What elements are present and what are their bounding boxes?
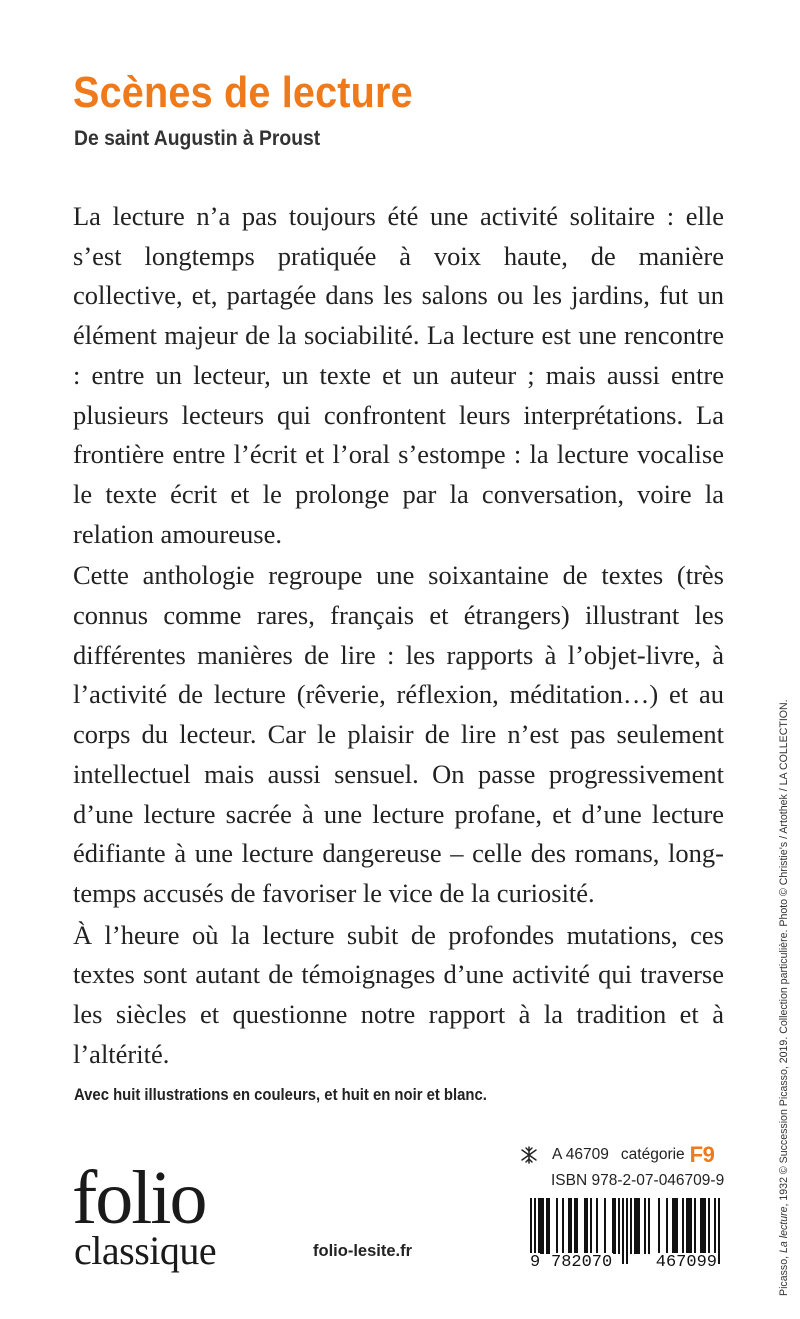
book-title: Scènes de lecture bbox=[73, 68, 413, 117]
credits-work-title: La lecture bbox=[778, 1206, 790, 1254]
logo-line-classique: classique bbox=[74, 1228, 217, 1273]
catalog-reference: A 46709 bbox=[552, 1146, 609, 1163]
barcode-bar bbox=[596, 1198, 598, 1254]
barcode-bar bbox=[634, 1198, 636, 1254]
book-subtitle: De saint Augustin à Proust bbox=[74, 127, 321, 150]
barcode-bar bbox=[568, 1198, 570, 1254]
barcode-bar bbox=[604, 1198, 606, 1254]
barcode-bar bbox=[586, 1198, 588, 1254]
gallimard-logo-icon bbox=[518, 1145, 540, 1165]
barcode-bar bbox=[612, 1198, 614, 1254]
barcode-bar bbox=[666, 1198, 668, 1254]
isbn-number: ISBN 978-2-07-046709-9 bbox=[551, 1172, 725, 1189]
barcode-bar bbox=[638, 1198, 640, 1254]
blurb-paragraph-3: À l’heure où la lecture subit de profondes mutations, ces textes sont autant de témoignages d’une activité qui traverse les siècles et questionne notre rapport à la tradition et à l’altérité. bbox=[73, 919, 724, 1069]
barcode-bar bbox=[546, 1198, 548, 1254]
barcode-digit-group-2: 467099 bbox=[655, 1253, 717, 1272]
credits-text-after: , 1932 © Succession Picasso, 2019. Collection particulière. Photo © Christie’s / Artothek / LA COLLECTION. bbox=[778, 699, 790, 1207]
barcode-bar bbox=[570, 1198, 572, 1254]
barcode-bar bbox=[618, 1198, 620, 1254]
barcode-bar bbox=[648, 1198, 650, 1254]
barcode-bar bbox=[636, 1198, 638, 1254]
catalog-code-row bbox=[518, 1143, 714, 1167]
publisher-website: folio-lesite.fr bbox=[313, 1242, 413, 1260]
barcode-first-digit: 9 bbox=[530, 1253, 541, 1272]
barcode-bar bbox=[562, 1198, 564, 1254]
logo-line-folio: folio bbox=[72, 1156, 206, 1240]
barcode-bar bbox=[576, 1198, 578, 1254]
barcode-bar bbox=[718, 1198, 720, 1264]
barcode-bar bbox=[658, 1198, 660, 1254]
blurb-paragraph-2: Cette anthologie regroupe une soixantaine de textes (très connus comme rares, français et étrangers) illustrant les différentes manières de lire : les rapports à l’objet-livre, à l’activité de lecture (rêverie, réflexion, méditation…) et au corps du lecteur. Car le plaisir de lire n’est pas seulement intellectuel mais aussi sensuel. On passe progressivement d’une lecture sacrée à une lecture profane, et d’une lecture édifiante à une lecture dangereuse – celle des romans, long-temps accusés de favoriser le vice de la curiosité. bbox=[73, 560, 724, 908]
barcode-bar bbox=[542, 1198, 544, 1254]
barcode-bar bbox=[694, 1198, 696, 1254]
barcode-bar bbox=[672, 1198, 674, 1254]
barcode-bar bbox=[540, 1198, 542, 1254]
barcode-bar bbox=[686, 1198, 688, 1254]
barcode-bar bbox=[548, 1198, 550, 1254]
category-label: catégorie bbox=[620, 1146, 685, 1163]
barcode-bar bbox=[702, 1198, 704, 1254]
barcode-bar bbox=[590, 1198, 592, 1254]
barcode-bar bbox=[538, 1198, 540, 1254]
barcode-bar bbox=[708, 1198, 710, 1254]
blurb-paragraph-1: La lecture n’a pas toujours été une activité solitaire : elle s’est longtemps pratiquée à voix haute, de manière collective, et, partagée dans les salons ou les jardins, fut un élément majeur de la sociabilité. La lecture est une rencontre : entre un lecteur, un texte et un auteur ; mais aussi entre plusieurs lecteurs qui confrontent leurs interprétations. La frontière entre l’écrit et l’oral s’estompe : la lecture vocalise le texte écrit et le prolonge par la conversation, voire la relation amoureuse. bbox=[73, 201, 724, 549]
barcode-bar bbox=[614, 1198, 616, 1254]
barcode-bar bbox=[682, 1198, 684, 1254]
image-credits bbox=[778, 646, 790, 1296]
barcode-bar bbox=[690, 1198, 692, 1254]
book-blurb bbox=[73, 197, 724, 1076]
barcode-bar bbox=[700, 1198, 702, 1254]
illustrations-note: Avec huit illustrations en couleurs, et huit en noir et blanc. bbox=[74, 1086, 487, 1104]
barcode-bar bbox=[556, 1198, 558, 1254]
barcode-bar bbox=[574, 1198, 576, 1254]
credits-text-before: Picasso, bbox=[778, 1253, 790, 1296]
category-code: F9 bbox=[689, 1142, 715, 1167]
barcode-bar bbox=[584, 1198, 586, 1254]
barcode-bar bbox=[644, 1198, 646, 1254]
barcode-bar bbox=[630, 1198, 632, 1254]
barcode-digits bbox=[550, 1253, 718, 1272]
barcode-digit-group-1: 782070 bbox=[551, 1253, 613, 1272]
barcode-bar bbox=[674, 1198, 676, 1254]
barcode-bar bbox=[704, 1198, 706, 1254]
barcode-bar bbox=[676, 1198, 678, 1254]
folio-classique-logo bbox=[72, 1156, 217, 1273]
barcode-bar bbox=[688, 1198, 690, 1254]
